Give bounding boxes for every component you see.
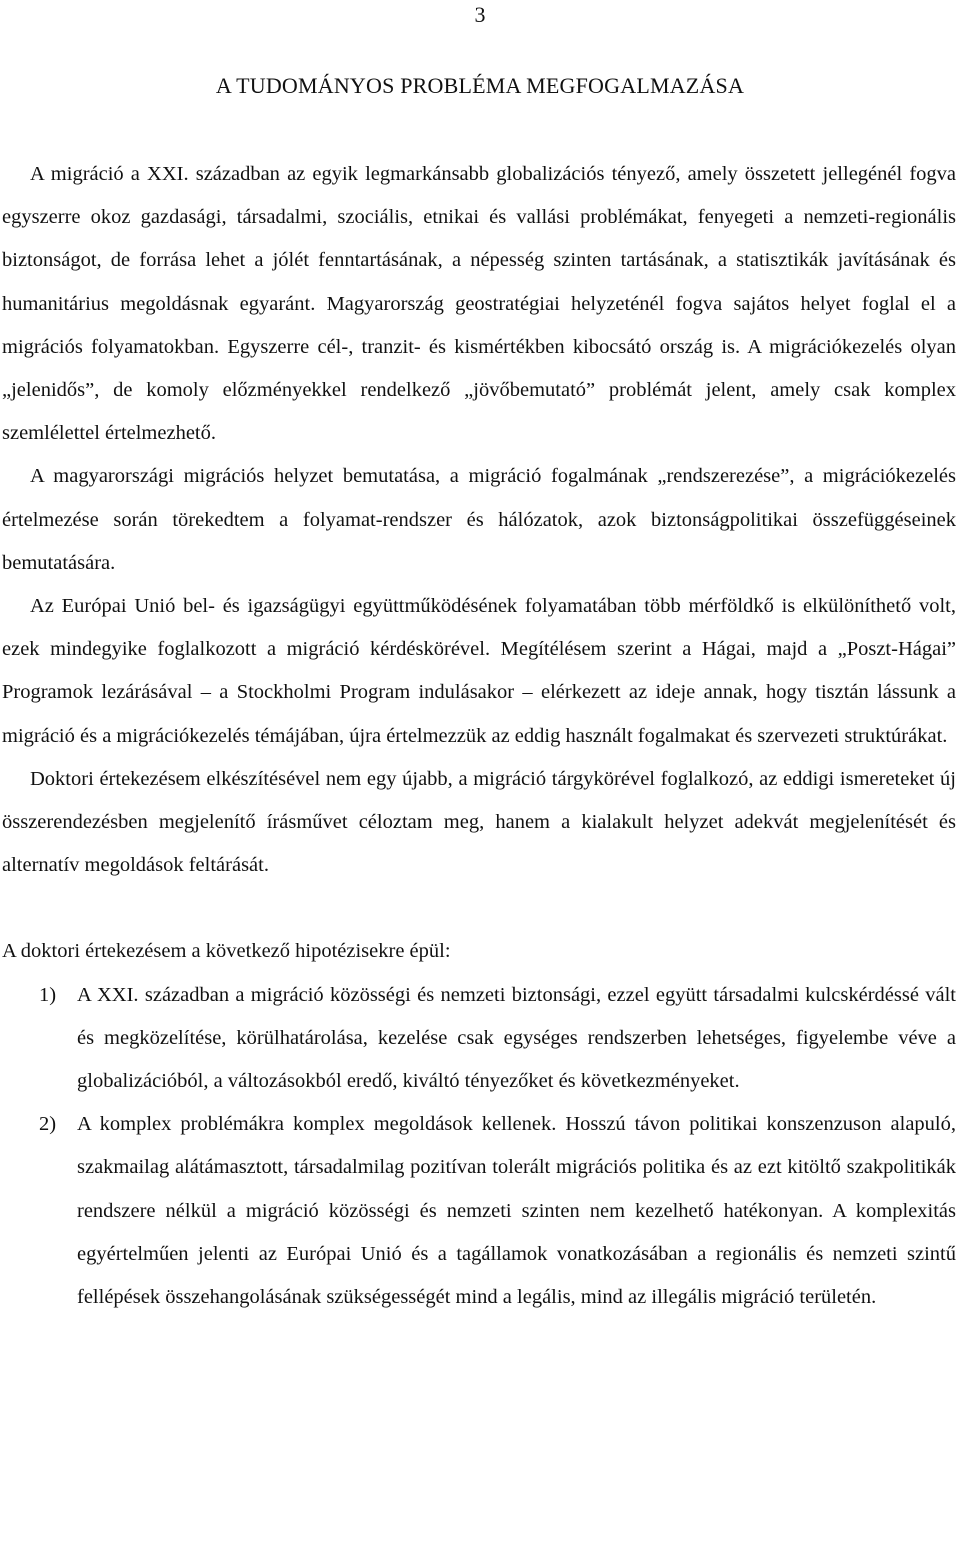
- page-number: 3: [474, 2, 486, 27]
- hypothesis-number: 2): [39, 1113, 57, 1136]
- hypothesis-text: A XXI. században a migráció közösségi és nemzeti biztonsági, ezzel együtt társadalmi kulcskérdéssé vált és megközelítése, körülhatárolása, kezelése csak egységes rendszerben lehetséges, figyelembe véve a globalizációból, a változásokból eredő, kiváltó tényezőket és következményeket.: [77, 983, 956, 1093]
- section-heading: A TUDOMÁNYOS PROBLÉMA MEGFOGALMAZÁSA: [215, 73, 745, 98]
- paragraph-dissertation-aim: Doktori értekezésem elkészítésével nem egy újabb, a migráció tárgykörével foglalkozó, az eddigi ismereteket új összerendezésben megjelenítő írásművet céloztam meg, hanem a kialakult helyzet adekvát megjelenítését és alternatív megoldások feltárását.: [2, 767, 956, 877]
- hypotheses-intro: A doktori értekezésem a következő hipotézisekre épül:: [2, 940, 451, 963]
- document-body: [2, 153, 956, 1319]
- paragraph-migration-intro: A migráció a XXI. században az egyik legmarkánsabb globalizációs tényező, amely összetett jellegénél fogva egyszerre okoz gazdasági, társadalmi, szociális, etnikai és vallási problémákat, fenyegeti a nemzeti-regionális biztonságot, de forrása lehet a jólét fenntartásának, a népesség szinten tartásának, a statisztikák javításának és humanitárius megoldásnak egyaránt. Magyarország geostratégiai helyzeténél fogva sajátos helyet foglal el a migrációs folyamatokban. Egyszerre cél-, tranzit- és kismértékben kibocsátó ország is. A migrációkezelés olyan „jelenidős”, de komoly előzményekkel rendelkező „jövőbemutató” problémát jelent, amely csak komplex szemlélettel értelmezhető.: [2, 163, 956, 445]
- hypothesis-text: A komplex problémákra komplex megoldások kellenek. Hosszú távon politikai konszenzuson alapuló, szakmailag alátámasztott, társadalmilag pozitívan tolerált migrációs politika és az ezt kitöltő szakpolitikák rendszere nélkül a migráció közösségi és nemzeti szinten nem kezelhető hatékonyan. A komplexitás egyértelműen jelenti az Európai Unió és a tagállamok vonatkozásában a regionális és nemzeti szintű fellépések összehangolásának szükségességét mind a legális, mind az illegális migráció területén.: [77, 1113, 956, 1309]
- paragraph-eu-cooperation: Az Európai Unió bel- és igazságügyi együttműködésének folyamatában több mérföldkő is elkülöníthető volt, ezek mindegyike foglalkozott a migráció kérdéskörével. Megítélésem szerint a Hágai, majd a „Poszt-Hágai” Programok lezárásával – a Stockholmi Program indulásakor – elérkezett az ideje annak, hogy tisztán lássunk a migráció és a migrációkezelés témájában, újra értelmezzük az eddig használt fogalmakat és szervezeti struktúrákat.: [2, 595, 956, 747]
- hypothesis-item: [2, 974, 956, 1104]
- hypothesis-item: [2, 1103, 956, 1319]
- hypotheses-list: [2, 974, 956, 1320]
- paragraph-hungarian-situation: A magyarországi migrációs helyzet bemutatása, a migráció fogalmának „rendszerezése”, a migrációkezelés értelmezése során törekedtem a folyamat-rendszer és hálózatok, azok biztonságpolitikai összefüggéseinek bemutatására.: [2, 465, 956, 574]
- hypothesis-number: 1): [39, 983, 57, 1006]
